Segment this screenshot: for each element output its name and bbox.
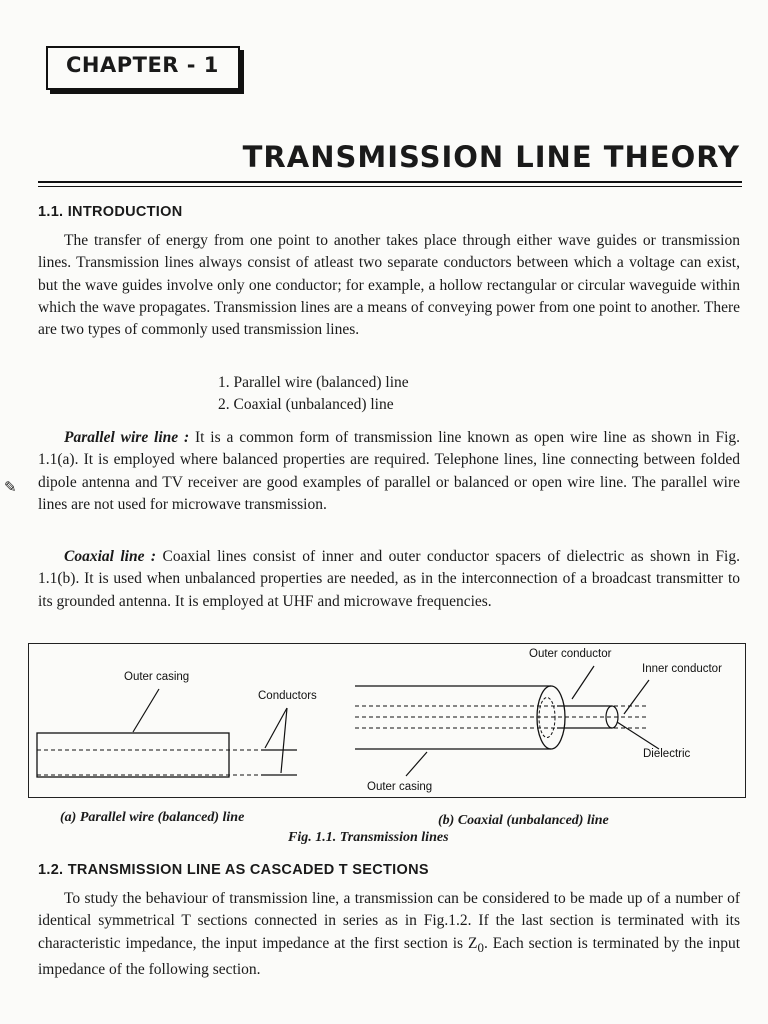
outer-casing-rect [37,733,229,777]
title-rule [38,181,742,183]
cascaded-text: To study the behaviour of transmission line, a transmission can be considered to be made up of a number of identical symmetrical T sections connected in series as in Fig.1.2. If the last section is terminated with its characteristic impedance, the input impedance at the first section is Z [38,890,740,952]
list-item: 1. Parallel wire (balanced) line [218,374,409,391]
cascaded-text-end: . Each section is terminated by the input impedance of the following section. [38,934,740,978]
title-rule-thin [38,186,742,187]
label-outer-casing-a: Outer casing [124,671,190,683]
section-heading-cascaded: 1.2. TRANSMISSION LINE AS CASCADED T SECTIONS [38,862,429,878]
coaxial-paragraph [38,546,740,613]
page-title: TRANSMISSION LINE THEORY [242,140,740,174]
caption-b: (b) Coaxial (unbalanced) line [438,813,609,828]
pointer-inner-conductor [624,680,649,714]
parallel-wire-paragraph [38,427,740,516]
pointer-outer-casing-b [406,752,427,776]
label-inner-conductor: Inner conductor [642,663,722,675]
line-types-list [218,372,409,416]
parallel-wire-lead: Parallel wire line : [64,429,190,446]
parallel-wire-text: It is a common form of transmission line known as open wire line as shown in Fig. 1.1(a). It is employed where balanced properties are required. Telephone lines, line connecting between folded dipole antenna and TV receiver are good examples of parallel or balanced or open wire line. The parallel wire lines are not used for microwave transmission. [38,429,740,513]
pointer-dielectric [617,722,659,749]
chapter-label-box [46,46,240,90]
coaxial-lead: Coaxial line : [64,548,157,565]
coaxial-text: Coaxial lines consist of inner and outer conductor spacers of dielectric as shown in Fig. 1.1(b). It is used when unbalanced properties are needed, as in the interconnection of a broadcast transmitter to its grounded antenna. It is employed at UHF and microwave frequencies. [38,548,740,610]
pointer-outer-casing-a [133,689,159,732]
pointer-outer-conductor [572,666,594,699]
z0-subscript: 0 [477,939,484,955]
label-outer-conductor: Outer conductor [529,648,612,660]
list-item: 2. Coaxial (unbalanced) line [218,396,394,413]
label-dielectric: Dielectric [643,748,691,760]
section-heading-introduction: 1.1. INTRODUCTION [38,204,183,220]
cascaded-paragraph [38,888,740,981]
chapter-label: CHAPTER - 1 [66,53,219,77]
figure-caption: Fig. 1.1. Transmission lines [288,830,449,845]
label-outer-casing-b: Outer casing [367,781,433,793]
figure-transmission-lines [28,643,746,798]
figure-drawing [29,644,745,797]
label-conductors: Conductors [258,690,317,702]
intro-text: The transfer of energy from one point to another takes place through either wave guides or transmission lines. Transmission lines always consist of atleast two separate conductors between which a voltage can exist, but the wave guides involve only one conductor; for example, a hollow rectangular or circular waveguide within which the wave propagates. Transmission lines are a means of conveying power from one point to another. There are two types of commonly used transmission lines. [38,232,740,339]
caption-a: (a) Parallel wire (balanced) line [60,810,245,825]
pen-mark-icon: ✎ [4,480,17,496]
intro-paragraph [38,230,740,341]
